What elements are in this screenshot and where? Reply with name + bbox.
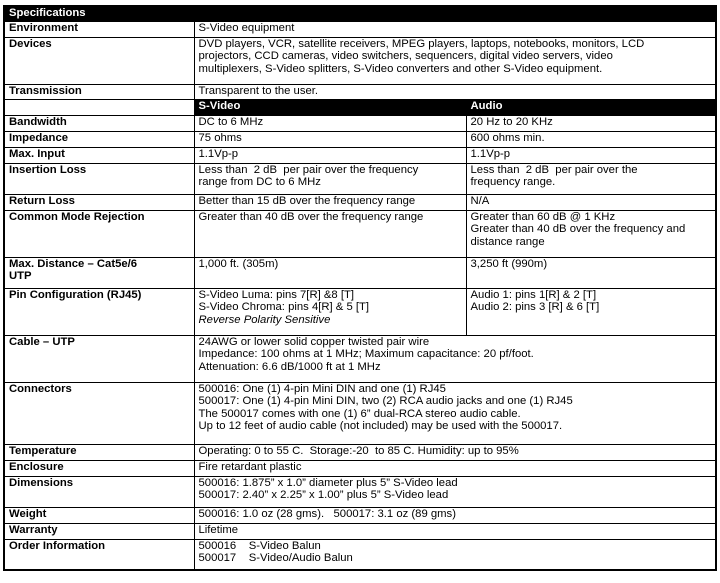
row-value	[194, 539, 716, 570]
row-label: Common Mode Rejection	[4, 210, 194, 257]
row-value: Lifetime	[194, 523, 716, 539]
column-header-row	[4, 99, 716, 115]
text-line: Attenuation: 6.6 dB/1000 ft at 1 MHz	[198, 360, 381, 373]
row-value: Fire retardant plastic	[194, 460, 716, 476]
row-value	[194, 476, 716, 507]
row-label: Warranty	[4, 523, 194, 539]
text-line: multiplexers, S-Video splitters, S-Video converters and other S-Video equipment.	[198, 62, 603, 75]
row-label: Pin Configuration (RJ45)	[4, 288, 194, 335]
row-insertion-loss	[4, 163, 716, 194]
audio-value	[466, 163, 716, 194]
text-line: 500016: 1.875” x 1.0” diameter plus 5” S-Video lead	[198, 476, 458, 489]
audio-value: 600 ohms min.	[466, 131, 716, 147]
text-line: Audio 1: pins 1[R] & 2 [T]	[470, 288, 597, 301]
row-label: Devices	[4, 37, 194, 84]
row-transmission	[4, 84, 716, 99]
svideo-value: 75 ohms	[194, 131, 466, 147]
text-line: projectors, CCD cameras, video switchers, sequencers, digital video servers, video	[198, 50, 613, 63]
row-enclosure	[4, 460, 716, 476]
column-header-audio: Audio	[466, 99, 716, 115]
svideo-value: Greater than 40 dB over the frequency range	[194, 210, 466, 257]
text-line: range from DC to 6 MHz	[198, 176, 321, 189]
text-line: S-Video Chroma: pins 4[R] & 5 [T]	[198, 301, 370, 314]
text-line: 24AWG or lower solid copper twisted pair wire	[198, 335, 430, 348]
row-value: Operating: 0 to 55 C. Storage:-20 to 85 C. Humidity: up to 95%	[194, 444, 716, 460]
text-line: Greater than 60 dB @ 1 KHz	[470, 210, 616, 223]
text-line: Impedance: 100 ohms at 1 MHz; Maximum capacitance: 20 pf/foot.	[198, 348, 534, 361]
text-line: frequency range.	[470, 176, 556, 189]
row-value	[194, 335, 716, 382]
row-label: Max. Input	[4, 147, 194, 163]
row-value: Transparent to the user.	[194, 84, 716, 99]
text-line: Less than 2 dB per pair over the frequency	[198, 163, 419, 176]
row-weight	[4, 507, 716, 523]
row-label: Dimensions	[4, 476, 194, 507]
text-line: Greater than 40 dB over the frequency and	[470, 223, 686, 236]
audio-value: 3,250 ft (990m)	[466, 257, 716, 288]
svideo-value: 1.1Vp-p	[194, 147, 466, 163]
row-max-input	[4, 147, 716, 163]
text-line: distance range	[470, 235, 545, 248]
polarity-note: Reverse Polarity Sensitive	[198, 313, 331, 326]
row-temperature	[4, 444, 716, 460]
row-max-distance	[4, 257, 716, 288]
table-title: Specifications	[4, 6, 716, 21]
audio-value: N/A	[466, 194, 716, 210]
label-line: UTP	[9, 270, 32, 283]
row-environment	[4, 21, 716, 37]
audio-value: 1.1Vp-p	[466, 147, 716, 163]
row-cable-utp	[4, 335, 716, 382]
text-line: 500016 S-Video Balun	[198, 539, 321, 552]
row-devices	[4, 37, 716, 84]
text-line: 500017: One (1) 4-pin Mini DIN, two (2) RCA audio jacks and one (1) RJ45	[198, 395, 573, 408]
text-line: 500017: 2.40” x 2.25” x 1.00” plus 5” S-Video lead	[198, 489, 449, 502]
audio-value	[466, 288, 716, 335]
row-value	[194, 382, 716, 444]
row-label: Order Information	[4, 539, 194, 570]
header-spacer	[4, 99, 194, 115]
text-line: S-Video Luma: pins 7[R] &8 [T]	[198, 288, 355, 301]
row-label: Weight	[4, 507, 194, 523]
text-line: 500017 S-Video/Audio Balun	[198, 552, 353, 565]
row-label: Impedance	[4, 131, 194, 147]
row-label: Temperature	[4, 444, 194, 460]
row-label: Connectors	[4, 382, 194, 444]
svideo-value	[194, 288, 466, 335]
row-label: Enclosure	[4, 460, 194, 476]
row-return-loss	[4, 194, 716, 210]
row-value: S-Video equipment	[194, 21, 716, 37]
row-value: 500016: 1.0 oz (28 gms). 500017: 3.1 oz (89 gms)	[194, 507, 716, 523]
text-line: 500016: One (1) 4-pin Mini DIN and one (1) RJ45	[198, 382, 446, 395]
row-impedance	[4, 131, 716, 147]
row-label: Return Loss	[4, 194, 194, 210]
row-label: Cable – UTP	[4, 335, 194, 382]
svideo-value	[194, 163, 466, 194]
row-bandwidth	[4, 115, 716, 131]
row-label: Environment	[4, 21, 194, 37]
row-pin-configuration	[4, 288, 716, 335]
audio-value: 20 Hz to 20 KHz	[466, 115, 716, 131]
text-line: DVD players, VCR, satellite receivers, MPEG players, laptops, notebooks, monitors, LCD	[198, 37, 645, 50]
svideo-value: 1,000 ft. (305m)	[194, 257, 466, 288]
row-value	[194, 37, 716, 84]
svideo-value: Better than 15 dB over the frequency range	[194, 194, 466, 210]
row-connectors	[4, 382, 716, 444]
row-dimensions	[4, 476, 716, 507]
svideo-value: DC to 6 MHz	[194, 115, 466, 131]
row-warranty	[4, 523, 716, 539]
specifications-table	[3, 5, 717, 571]
text-line: Less than 2 dB per pair over the	[470, 163, 638, 176]
row-label: Insertion Loss	[4, 163, 194, 194]
row-label: Transmission	[4, 84, 194, 99]
text-line: The 500017 comes with one (1) 6” dual-RCA stereo audio cable.	[198, 407, 521, 420]
label-line: Max. Distance – Cat5e/6	[9, 257, 138, 270]
text-line: Up to 12 feet of audio cable (not included) may be used with the 500017.	[198, 420, 563, 433]
column-header-svideo: S-Video	[194, 99, 466, 115]
audio-value	[466, 210, 716, 257]
row-label	[4, 257, 194, 288]
row-label: Bandwidth	[4, 115, 194, 131]
row-order-information	[4, 539, 716, 570]
text-line: Audio 2: pins 3 [R] & 6 [T]	[470, 301, 600, 314]
row-common-mode-rejection	[4, 210, 716, 257]
